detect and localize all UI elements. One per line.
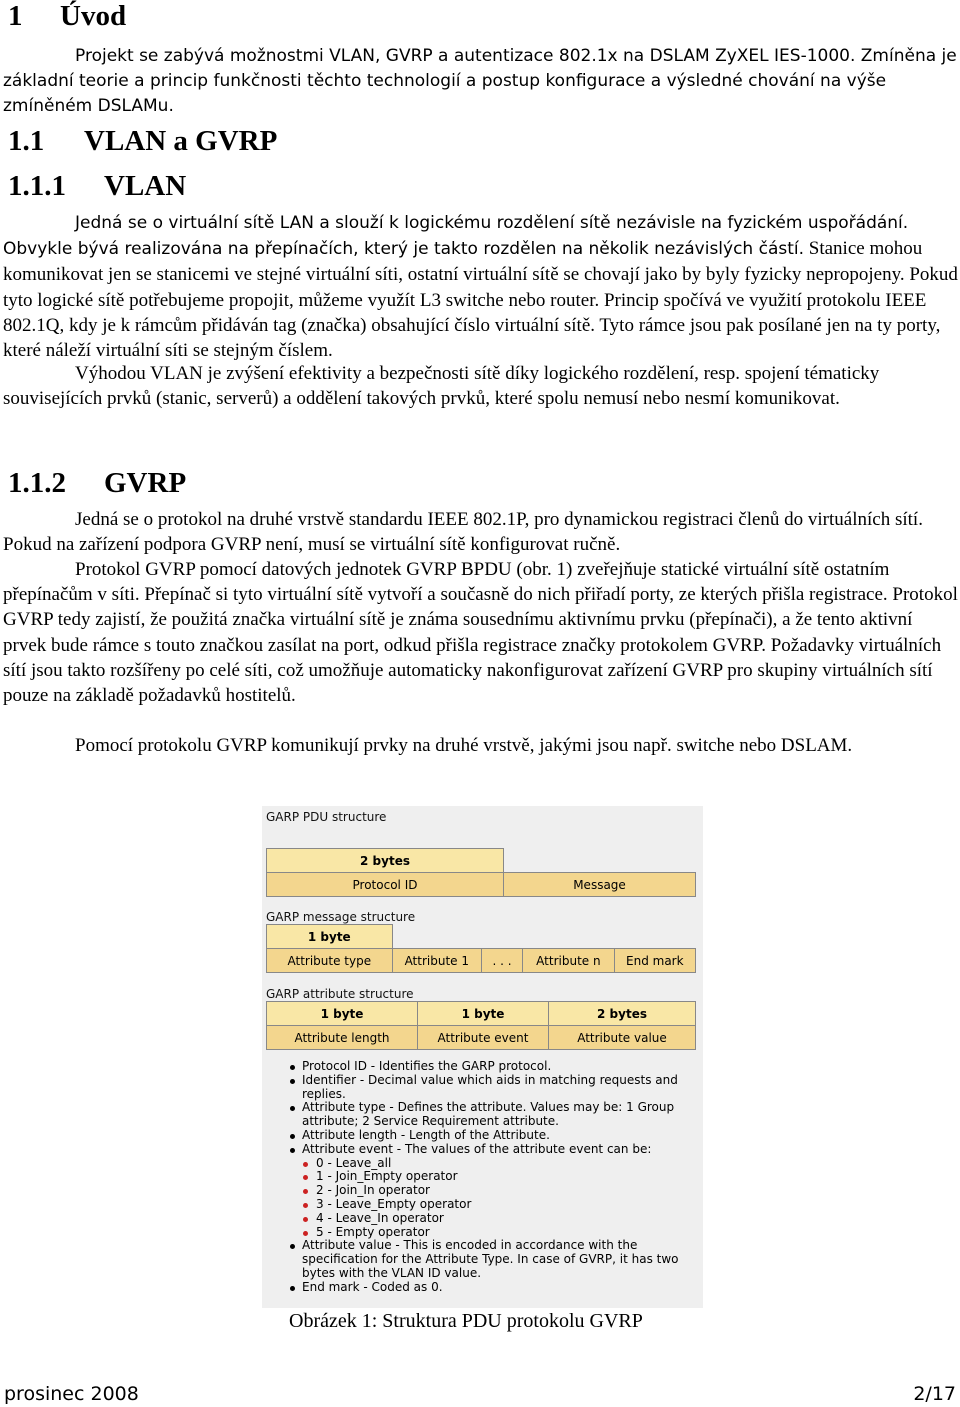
attribute-structure-label: GARP attribute structure — [266, 987, 414, 1001]
vlan-paragraph-1: Jedná se o virtuální sítě LAN a slouží k logickému rozdělení sítě nezávisle na fyzickém uspořádání. Obvykle bývá realizována na přepínačích, který je takto rozdělen na několik nezávislých částí. Stanice mohou komunikovat jen se stanicemi ve stejné virtuální síti, ostatní virtuální sítě se chovají jako by byly fyzicky nepropojeny. Pokud tyto logické sítě potřebujeme propojit, můžeme využít L3 switche nebo router. Princip spočívá ve využití protokolu IEEE 802.1Q, kdy je k rámcům přidáván tag (značka) obsahující číslo virtuální sítě. Tyto rámce jsou pak posílané jen na ty porty, které náleží virtuální síti se stejným číslem. — [3, 213, 958, 362]
vlan-paragraph-2: Výhodou VLAN je zvýšení efektivity a bezpečnosti sítě díky logického rozdělení, resp. spojení tématicky souvisejících prvků (stanic, serverů) a oddělení takových prvků, které spolu nemusí nebo nesmí komunikovat. — [3, 363, 880, 410]
heading-gvrp — [8, 467, 186, 500]
attribute-event-bytes: 1 byte — [418, 1002, 549, 1026]
heading-title: Úvod — [60, 0, 127, 32]
heading-title: VLAN — [104, 170, 187, 202]
attribute-length-bytes: 1 byte — [267, 1002, 418, 1026]
heading-title: VLAN a GVRP — [84, 125, 278, 157]
gvrp-pdu-figure — [262, 806, 703, 1308]
list-item: Attribute value - This is encoded in accordance with the specification for the Attribute Type. In case of GVRP, it has two bytes with the VLAN ID value. — [290, 1239, 695, 1280]
list-item: Attribute length - Length of the Attribute. — [290, 1129, 695, 1143]
field-description-list — [290, 1060, 695, 1295]
heading-title: GVRP — [104, 467, 187, 499]
gvrp-paragraph-3: Pomocí protokolu GVRP komunikují prvky na druhé vrstvě, jakými jsou např. switche nebo DSLAM. — [75, 735, 853, 756]
event-item: 5 - Empty operator — [290, 1226, 695, 1240]
list-item: Protocol ID - Identifies the GARP protocol. — [290, 1060, 695, 1074]
list-item: End mark - Coded as 0. — [290, 1281, 695, 1295]
message-structure-label: GARP message structure — [266, 910, 416, 924]
heading-uvod — [8, 0, 126, 33]
footer-date: prosinec 2008 — [4, 1383, 139, 1405]
pdu-structure-label: GARP PDU structure — [266, 810, 387, 824]
figure-caption: Obrázek 1: Struktura PDU protokolu GVRP — [289, 1310, 643, 1332]
gvrp-paragraph-1: Jedná se o protokol na druhé vrstvě standardu IEEE 802.1P, pro dynamickou registraci členů do virtuálních sítí. Pokud na zařízení podpora GVRP není, musí se virtuální sítě konfigurovat ručně. — [3, 509, 923, 556]
pdu-field-protocol-id: Protocol ID — [267, 873, 504, 897]
heading-number: 1.1.2 — [8, 467, 66, 499]
event-item: 3 - Leave_Empty operator — [290, 1198, 695, 1212]
heading-number: 1.1 — [8, 125, 45, 157]
heading-vlan-gvrp — [8, 125, 277, 158]
event-item: 2 - Join_In operator — [290, 1184, 695, 1198]
event-item: 0 - Leave_all — [290, 1157, 695, 1171]
attribute-value-bytes: 2 bytes — [549, 1002, 696, 1026]
message-field-attribute-type: Attribute type — [267, 949, 393, 973]
list-item: Attribute type - Defines the attribute. Values may be: 1 Group attribute; 2 Service Requirement attribute. — [290, 1101, 695, 1129]
gvrp-paragraph-2: Protokol GVRP pomocí datových jednotek GVRP BPDU (obr. 1) zveřejňuje statické virtuální sítě ostatním přepínačům v síti. Přepínač si tyto virtuální sítě vytvoří a současně do nich přiřadí porty, ze kterých přišla registrace. Protokol GVRP tedy zajistí, že použitá značka virtuální sítě je známa sousednímu aktivnímu prvku (přepínači), a že tento aktivní prvek bude rámce s touto značkou zasílat na port, odkud přišla registrace značky protokolem GVRP. Požadavky virtuálních sítí jsou takto rozšířeny po celé síti, což umožňuje automaticky nakonfigurovat zařízení GVRP pro skupiny virtuálních sítí pouze na základě požadavků hostitelů. — [3, 559, 958, 707]
attribute-field-value: Attribute value — [549, 1026, 696, 1050]
attribute-structure-table — [266, 1001, 696, 1050]
message-field-attribute-n: Attribute n — [523, 949, 614, 973]
pdu-bytes-cell: 2 bytes — [267, 849, 504, 873]
heading-number: 1 — [8, 0, 23, 32]
message-field-ellipsis: . . . — [481, 949, 522, 973]
pdu-field-message: Message — [504, 873, 696, 897]
attribute-field-length: Attribute length — [267, 1026, 418, 1050]
heading-number: 1.1.1 — [8, 170, 66, 202]
footer-page-number: 2/17 — [913, 1383, 956, 1405]
event-item: 4 - Leave_In operator — [290, 1212, 695, 1226]
intro-paragraph: Projekt se zabývá možnostmi VLAN, GVRP a autentizace 802.1x na DSLAM ZyXEL IES-1000. Zmíněna je základní teorie a princip funkčnosti těchto technologií a postup konfigurace a výsledné chování na výše zmíněném DSLAMu. — [3, 46, 957, 117]
list-item: Identifier - Decimal value which aids in matching requests and replies. — [290, 1074, 695, 1102]
message-field-attribute-1: Attribute 1 — [392, 949, 481, 973]
heading-vlan — [8, 170, 186, 203]
event-item: 1 - Join_Empty operator — [290, 1170, 695, 1184]
message-bytes-cell: 1 byte — [267, 925, 393, 949]
pdu-structure-table — [266, 848, 696, 897]
message-field-end-mark: End mark — [614, 949, 695, 973]
list-item: Attribute event - The values of the attribute event can be: — [290, 1143, 695, 1157]
attribute-field-event: Attribute event — [418, 1026, 549, 1050]
message-structure-table — [266, 924, 696, 973]
